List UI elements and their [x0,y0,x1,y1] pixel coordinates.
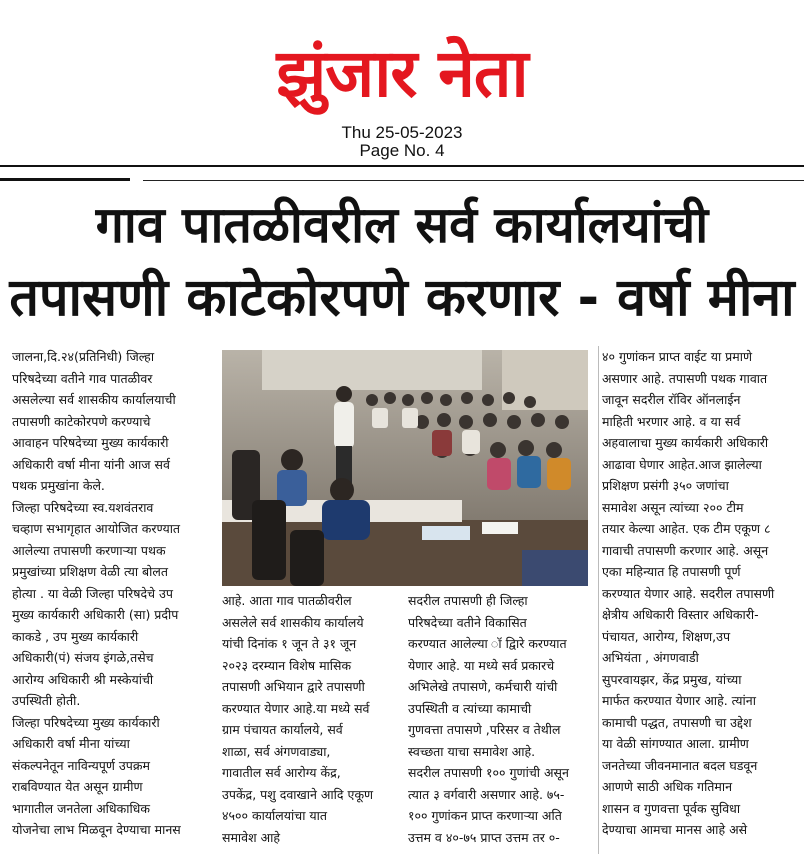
article-line: मार्फत करण्यात येणार आहे. त्यांना [602,693,756,708]
article-line: जनतेच्या जीवनमानात बदल घडवून [602,757,758,773]
article-line: त्यात ३ वर्गवारी असणार आहे. ७५- [408,786,565,802]
article-line: शासन व गुणवत्ता पूर्वक सुविधा [602,800,741,816]
article-line: तपासणी काटेकोरपणे करण्याचे [12,413,151,429]
article-line: तपासणी अभियान द्वारे तपासणी [222,679,365,694]
article-line: गुणवत्ता तपासणे ,परिसर व तेथील [408,722,561,737]
column-divider [598,346,599,854]
article-line: मुख्य कार्यकारी अधिकारी (सा) प्रदीप [12,607,179,622]
article-line: आढावा घेणार आहेत.आज झालेल्या [602,456,762,472]
article-line: जावून सदरील रॉविर ऑनलाईन [602,392,741,407]
top-rule [0,165,804,167]
article-line: राबविण्यात येत असून ग्रामीण [12,779,143,794]
article-line: सुपरवायझर, केंद्र प्रमुख, यांच्या [602,671,742,687]
article-line: परिषदेच्या वतीने विकासित [408,614,527,630]
article-line: ४५०० कार्यालयांचा यात [222,808,328,823]
article-line: आलेल्या तपासणी करणाऱ्या पथक [12,542,166,558]
article-line: देण्याचा आमचा मानस आहे असे [602,822,748,837]
article-line: अधिकारी(पं) संजय इंगळे,तसेच [12,650,154,665]
article-line: जिल्हा परिषदेच्या मुख्य कार्यकारी [12,714,160,730]
article-line: अभिलेखे तपासणे, कर्मचारी यांची [408,679,558,694]
article-line: पंचायत, आरोग्य, शिक्षण,उप [602,628,731,644]
article-line: आहे. आता गाव पातळीवरील [222,593,352,608]
article-column-4 [602,346,802,841]
article-line: आरोग्य अधिकारी श्री मस्केयांची [12,671,154,687]
article-column-1 [12,346,217,841]
article-line: गावाची तपासणी करणार आहे. असून [602,542,769,558]
headline-line-1: गाव पातळीवरील सर्व कार्यालयांची [95,196,709,254]
article-line: शाळा, सर्व अंगणवाड्या, [222,743,331,759]
article-line: अधिकारी वर्षा मीना यांच्या [12,736,130,751]
right-rule [143,180,804,181]
article-line: अहवालाचा मुख्य कार्यकारी अधिकारी [602,435,769,450]
article-line: क्षेत्रीय अधिकारी विस्तार अधिकारी- [602,607,759,622]
article-line: असणार आहे. तपासणी पथक गावात [602,370,768,386]
article-line: संकल्पनेतून नाविन्यपूर्ण उपक्रम [12,757,150,773]
article-line: गावातील सर्व आरोग्य केंद्र, [222,765,341,780]
article-line: करण्यात येणार आहे. सदरील तपासणी [602,585,775,601]
article-line: असलेले सर्व शासकीय कार्यालये [222,614,364,630]
article-line: जिल्हा परिषदेच्या स्व.यशवंतराव [12,499,154,515]
edition-page: Page No. 4 [359,141,445,160]
left-rule [0,178,130,181]
article-line: समावेश आहे [222,829,280,845]
meeting-photo [222,350,588,586]
article-line: परिषदेच्या वतीने गाव पातळीवर [12,370,153,386]
article-line: समावेश असून त्यांच्या २०० टीम [602,499,744,515]
article-line: उत्तम व ४०-७५ प्राप्त उत्तम तर ०- [408,829,560,845]
article-line: १०० गुणांकन प्राप्त करणाऱ्या अति [408,808,562,823]
article-line: असलेल्या सर्व शासकीय कार्यालयाची [12,392,176,407]
article-line: पथक प्रमुखांना केले. [12,478,105,493]
edition-info [0,124,804,160]
article-line: सदरील तपासणी ही जिल्हा [408,593,528,608]
article-line: या वेळी सांगण्यात आला. ग्रामीण [602,736,749,751]
article-line: माहिती भरणार आहे. व या सर्व [602,413,741,429]
article-line: करण्यात आलेल्या ॉ द्विारे करण्यात [408,636,567,651]
newspaper-masthead: झुंजार नेता [276,34,528,112]
article-line: स्वच्छता याचा समावेश आहे. [408,743,536,759]
article-line: प्रशिक्षण प्रसंगी ३५० जणांचा [602,478,729,493]
article-line: काकडे , उप मुख्य कार्यकारी [12,628,139,644]
article-line: अभियंता , अंगणवाडी [602,650,699,665]
article-line: उपस्थिती व त्यांच्या कामाची [408,700,532,716]
article-line: ४० गुणांकन प्राप्त वाईट या प्रमाणे [602,349,753,364]
edition-date: Thu 25-05-2023 [341,123,463,142]
article-line: चव्हाण सभागृहात आयोजित करण्यात [12,521,181,536]
article-line: जालना,दि.२४(प्रतिनिधी) जिल्हा [12,349,155,364]
article-line: ग्राम पंचायत कार्यालये, सर्व [222,722,343,737]
article-line: उपस्थिती होती. [12,693,81,708]
article-line: उपकेंद्र, पशु दवाखाने आदि एकूण [222,786,374,802]
article-line: तयार केल्या आहेत. एक टीम एकूण ८ [602,521,771,536]
article-line: होत्या . या वेळी जिल्हा परिषदेचे उप [12,585,173,601]
article-line: सदरील तपासणी १०० गुणांची असून [408,765,569,780]
article-line: एका महिन्यात हि तपासणी पूर्ण [602,564,741,579]
article-line: अधिकारी वर्षा मीना यांनी आज सर्व [12,456,170,472]
article-line: २०२३ दरम्यान विशेष मासिक [222,657,352,673]
meeting-photo-image [222,350,588,586]
article-line: भागातील जनतेला अधिकाधिक [12,800,150,816]
article-line: योजनेचा लाभ मिळवून देण्याचा मानस [12,822,181,837]
article-line: करण्यात येणार आहे.या मध्ये सर्व [222,700,370,716]
article-line: आवाहन परिषदेच्या मुख्य कार्यकारी [12,435,169,450]
article-line: येणार आहे. या मध्ये सर्व प्रकारचे [408,657,555,673]
article-line: कामाची पद्धत, तपासणी चा उद्देश [602,714,752,730]
article-line: आणणे साठी अधिक गतिमान [602,779,733,794]
article-line: यांची दिनांक १ जून ते ३१ जून [222,636,357,651]
article-column-2 [222,590,400,848]
article-column-3 [408,590,593,848]
article-line: प्रमुखांच्या प्रशिक्षण वेळी त्या बोलत [12,564,169,579]
headline-line-2: तपासणी काटेकोरपणे करणार - वर्षा मीना [9,268,795,328]
